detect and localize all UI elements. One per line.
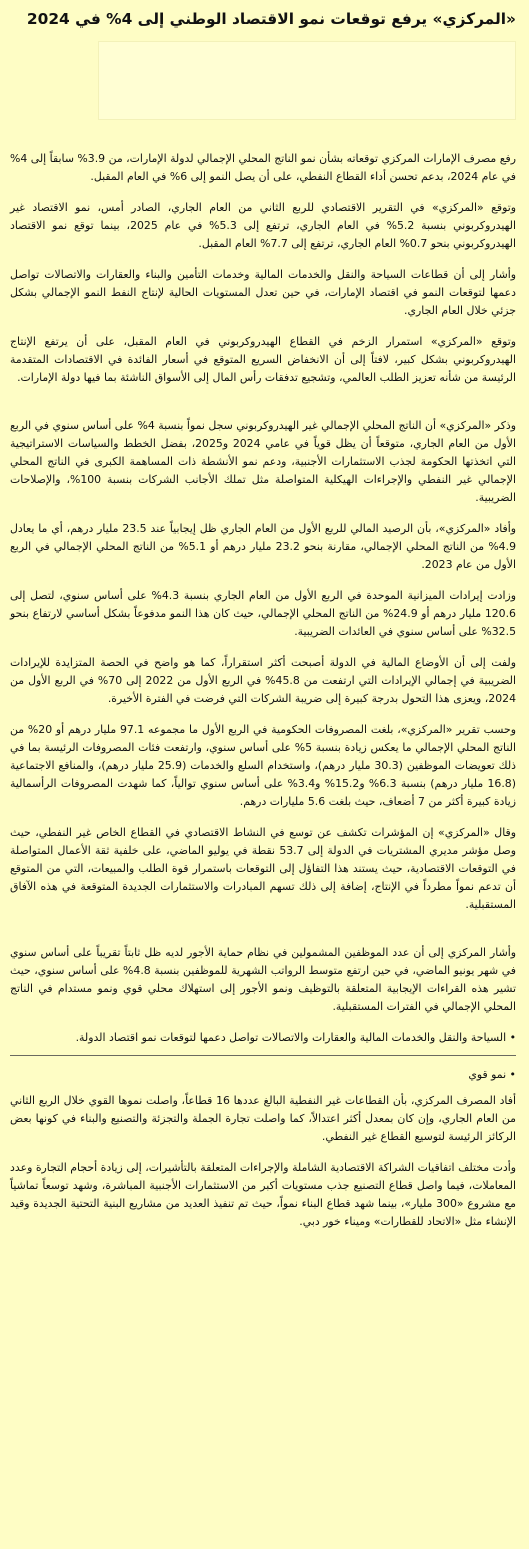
article-paragraph: وأشار المركزي إلى أن عدد الموظفين المشمولين في نظام حماية الأجور لديه ظل ثابتاً تقريباً على أساس سنوي في شهر يونيو الماضي، في حين ارتفع متوسط الرواتب الشهرية للموظفين بنسبة 4.8% على أساس سنوي، حيث تشير هذه القراءات الإيجابية المتعلقة بالتوظيف ونمو الأجور إلى استهلاك محلي قوي ونمو مستدام في الناتج المحلي الإجمالي في الفترات المستقبلية. — [10, 946, 516, 1013]
article-paragraph: وزادت إيرادات الميزانية الموحدة في الربع الأول من العام الجاري بنسبة 4.3% على أساس سنوي، لتصل إلى 120.6 مليار درهم أو 24.9% من الناتج المحلي الإجمالي، حيث كان هذا النمو مدفوعاً بشكل أساسي لارتفاع بنحو 32.5% على أساس سنوي في العائدات الضريبية. — [10, 589, 516, 638]
article-paragraph: ولفت إلى أن الأوضاع المالية في الدولة أصبحت أكثر استقراراً، كما هو واضح في الحصة المتزايدة للإيرادات الضريبية في إجمالي الإيرادات التي ارتفعت من 45.8% في الربع الأول من 2022 إلى 70% في الربع الأول من 2024، ويعزى هذا التحول بدرجة كبيرة إلى ضريبة الشركات التي فرضت في الفترة الأخيرة. — [10, 656, 516, 705]
section-divider — [10, 1055, 516, 1056]
article-paragraph: وتوقع «المركزي» في التقرير الاقتصادي للربع الثاني من العام الجاري، الصادر أمس، نمو الاقتصاد غير الهيدروكربوني بنسبة 5.2% في العام الجاري، ترتفع إلى 5.3% في عام 2025، بينما توقع نمو الاقتصاد الهيدروكربوني بنحو 0.7% العام الجاري، ترتفع إلى 7.7% العام المقبل. — [10, 201, 516, 250]
article-body — [10, 120, 516, 1231]
article-paragraph: وقال «المركزي» إن المؤشرات تكشف عن توسع في النشاط الاقتصادي في القطاع الخاص غير النفطي، حيث وصل مؤشر مديري المشتريات في الدولة إلى 53.7 نقطة في يوليو الماضي، على خلفية ثقة الأعمال المتواصلة في التوقعات الاقتصادية، حيث يستند هذا التفاؤل إلى التوقعات باستمرار قوة الطلب والمبيعات، التي من المتوقع أن تدعم نمواً مطرداً في الإنتاج، إضافة إلى ذلك تسهم المبادرات والاستثمارات الجديدة المتوقعة في هذه الآفاق المستقبلية. — [10, 826, 516, 911]
article-image-placeholder — [98, 41, 516, 120]
article-paragraph: وأدت مختلف اتفاقيات الشراكة الاقتصادية الشاملة والإجراءات المتعلقة بالتأشيرات، إلى زيادة أحجام التجارة وعدد المعاملات، فيما واصل قطاع التصنيع جذب مستويات أكبر من الاستثمارات الأجنبية المباشرة، وشهد توسعاً تماشياً مع مشروع «300 مليار»، بينما شهد قطاع البناء نمواً، حيث تم تنفيذ العديد من مشاريع البنية التحتية الجديدة وقيد الإنشاء مثل «الاتحاد للقطارات» وميناء خور دبي. — [10, 1161, 516, 1228]
article-paragraph: وتوقع «المركزي» استمرار الزخم في القطاع الهيدروكربوني في العام المقبل، على أن يرتفع الإنتاج الهيدروكربوني بشكل كبير، لافتاً إلى أن الانخفاض السريع المتوقع في أسعار الفائدة في الاقتصادات المتقدمة الرئيسة من شأنه تعزيز الطلب العالمي، وتشجيع تدفقات رأس المال إلى الأسواق الناشئة بما فيها دولة الإمارات. — [10, 335, 516, 384]
article-paragraph: وأفاد «المركزي»، بأن الرصيد المالي للربع الأول من العام الجاري ظل إيجابياً عند 23.5 مليار درهم، أي ما يعادل 4.9% من الناتج المحلي الإجمالي، مقارنة بنحو 23.2 مليار درهم أو 5.1% من الناتج المحلي الإجمالي في الربع الأول من عام 2023. — [10, 522, 517, 571]
bullet-point-sectors: • السياحة والنقل والخدمات المالية والعقارات والاتصالات تواصل دعمها لتوقعات نمو اقتصاد الدولة. — [75, 1031, 516, 1044]
article-paragraph: أفاد المصرف المركزي، بأن القطاعات غير النفطية البالغ عددها 16 قطاعاً، واصلت نموها القوي خلال الربع الثاني من العام الجاري، وإن كان بمعدل أكثر اعتدالاً، كما واصلت تجارة الجملة والتجزئة والتصنيع والبناء في كونها بعض الركائز الرئيسة لتوسيع القطاع غير النفطي. — [10, 1094, 516, 1143]
bullet-point-strong-growth: • نمو قوي — [468, 1068, 516, 1081]
article-title: «المركزي» يرفع توقعات نمو الاقتصاد الوطني إلى 4% في 2024 — [26, 10, 516, 28]
article-paragraph: وذكر «المركزي» أن الناتج المحلي الإجمالي غير الهيدروكربوني سجل نمواً بنسبة 4% على أساس سنوي في الربع الأول من العام الجاري، متوقعاً أن يظل قوياً في عامي 2024 و2025، بفضل الخطط والسياسات الاستراتيجية التي اتخذتها الحكومة لجذب الاستثمارات الأجنبية، ودعم نمو الأنشطة ذات المساهمة الكبرى في الناتج المحلي الإجمالي غير النفطي والإجراءات الهيكلية المتواصلة مثل تملك الأجانب الشركات بنسبة 100%، والإصلاحات الضريبية. — [10, 419, 516, 504]
article-paragraph: رفع مصرف الإمارات المركزي توقعاته بشأن نمو الناتج المحلي الإجمالي لدولة الإمارات، من 3.9% سابقاً إلى 4% في عام 2024، بدعم تحسن أداء القطاع النفطي، على أن يصل النمو إلى 6% في العام المقبل. — [10, 152, 516, 183]
article-paragraph: وحسب تقرير «المركزي»، بلغت المصروفات الحكومية في الربع الأول ما مجموعه 97.1 مليار درهم أو 20% من الناتج المحلي الإجمالي ما يعكس زيادة بنسبة 5% على أساس سنوي، وارتفعت فئات المصروفات الرئيسة بما في ذلك تعويضات الموظفين (30.3 مليار درهم)، واستخدام السلع والخدمات (25.9 مليار درهم)، والمنافع الاجتماعية (16.8 مليار درهم) بنسبة 6.3% و15.2% و3.4% على أساس سنوي توالياً، كما شهدت المصروفات الرأسمالية زيادة كبيرة أكثر من 7 أضعاف، حيث بلغت 5.6 مليارات درهم. — [10, 723, 517, 808]
article-paragraph: وأشار إلى أن قطاعات السياحة والنقل والخدمات المالية وخدمات التأمين والبناء والعقارات والاتصالات تواصل دعمها لتوقعات النمو في اقتصاد الإمارات، في حين تعدل المستويات الحالية لإنتاج النفط النمو الإجمالي بشكل جزئي خلال العام الجاري. — [10, 268, 516, 317]
